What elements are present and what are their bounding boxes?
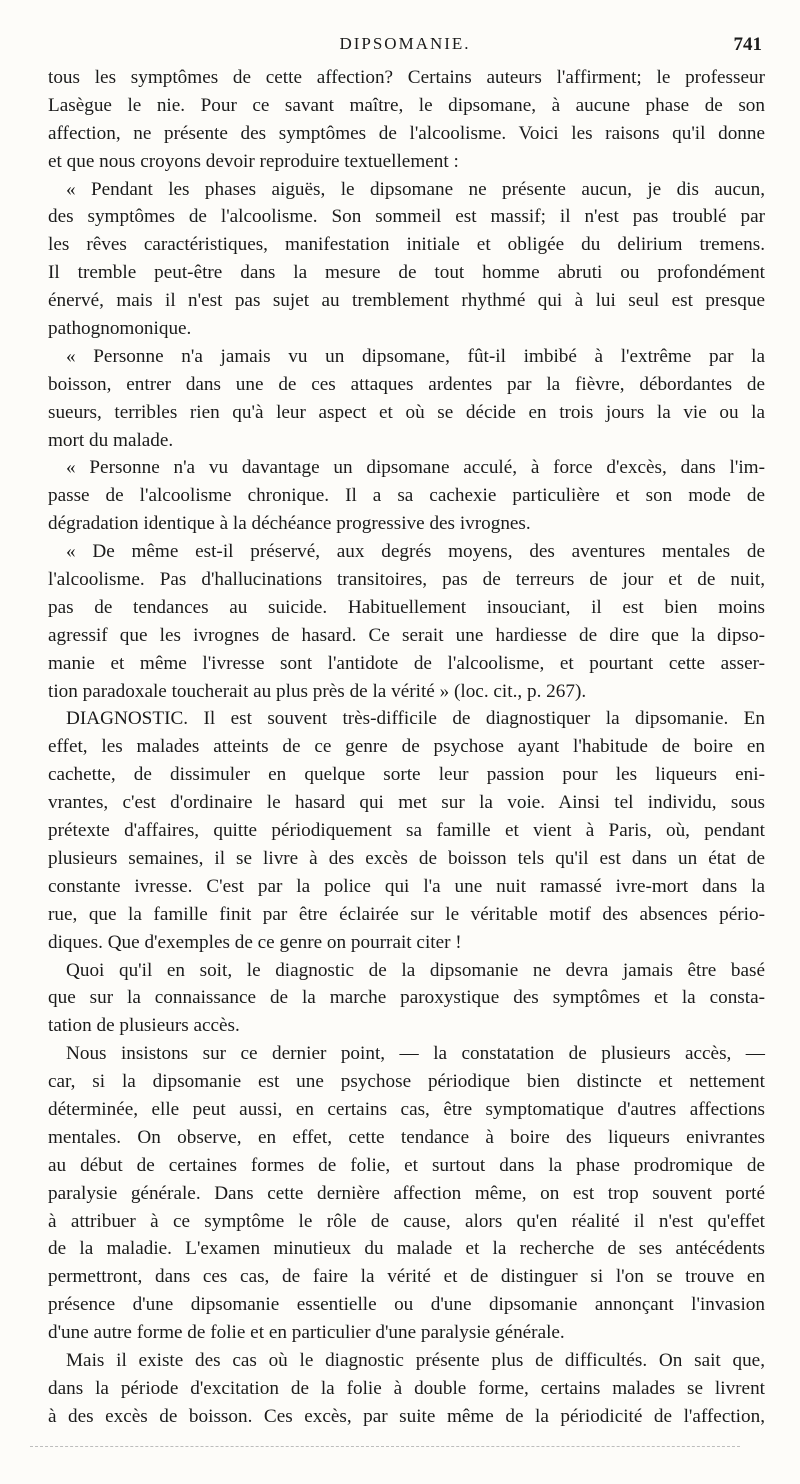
text-line: effet, les malades atteints de ce genre de psychose ayant l'habitude de boire en — [48, 736, 765, 758]
text-line: l'alcoolisme. Pas d'hallucinations transitoires, pas de terreurs de jour et de nuit, — [48, 569, 765, 591]
text-line: pathognomonique. — [48, 318, 192, 340]
text-line: Nous insistons sur ce dernier point, — la constatation de plusieurs accès, — — [66, 1043, 765, 1065]
text-line: manie et même l'ivresse sont l'antidote de l'alcoolisme, et pourtant cette asser- — [48, 652, 765, 674]
running-title: DIPSOMANIE. — [339, 34, 471, 53]
text-line: d'une autre forme de folie et en particulier d'une paralysie générale. — [48, 1322, 565, 1344]
text-line: dans la période d'excitation de la folie à double forme, certains malades se livrent — [48, 1377, 765, 1399]
text-line: diques. Que d'exemples de ce genre on pourrait citer ! — [48, 931, 462, 953]
text-line: que sur la connaissance de la marche paroxystique des symptômes et la consta- — [48, 987, 765, 1009]
text-line: prétexte d'affaires, quitte périodiquement sa famille et vient à Paris, où, pendant — [48, 820, 765, 842]
page-number: 741 — [733, 34, 762, 55]
text-line: DIAGNOSTIC. Il est souvent très-difficile de diagnostiquer la dipsomanie. En — [66, 708, 765, 730]
text-line: Quoi qu'il en soit, le diagnostic de la dipsomanie ne devra jamais être basé — [66, 959, 765, 981]
text-line: tion paradoxale toucherait au plus près de la vérité » (loc. cit., p. 267). — [48, 680, 587, 702]
body-text — [48, 64, 765, 1431]
text-line: constante ivresse. C'est par la police qui l'a une nuit ramassé ivre-mort dans la — [48, 875, 765, 897]
text-line: présence d'une dipsomanie essentielle ou d'une dipsomanie annonçant l'invasion — [48, 1294, 765, 1316]
text-line: pas de tendances au suicide. Habituellement insouciant, il est bien moins — [48, 596, 765, 618]
text-line: affection, ne présente des symptômes de l'alcoolisme. Voici les raisons qu'il donne — [48, 122, 765, 144]
text-line: énervé, mais il n'est pas sujet au tremblement rhythmé qui à lui seul est presque — [48, 290, 765, 312]
text-line: Lasègue le nie. Pour ce savant maître, le dipsomane, à aucune phase de son — [48, 94, 765, 116]
text-line: et que nous croyons devoir reproduire textuellement : — [48, 150, 459, 172]
text-line: des symptômes de l'alcoolisme. Son sommeil est massif; il n'est pas troublé par — [48, 206, 765, 228]
text-line: plusieurs semaines, il se livre à des excès de boisson tels qu'il est dans un état de — [48, 847, 765, 869]
text-line: sueurs, terribles rien qu'à leur aspect et où se décide en trois jours la vie ou la — [48, 401, 765, 423]
text-line: mort du malade. — [48, 429, 174, 451]
text-line: à attribuer à ce symptôme le rôle de cause, alors qu'en réalité il n'est qu'effet — [48, 1210, 765, 1232]
page-header — [48, 34, 762, 62]
text-line: « Personne n'a jamais vu un dipsomane, fût-il imbibé à l'extrême par la — [66, 345, 765, 367]
text-line: boisson, entrer dans une de ces attaques ardentes par la fièvre, débordantes de — [48, 373, 765, 395]
text-line: Il tremble peut-être dans la mesure de tout homme abruti ou profondément — [48, 262, 765, 284]
text-line: Mais il existe des cas où le diagnostic présente plus de difficultés. On sait que, — [66, 1349, 765, 1371]
text-line: passe de l'alcoolisme chronique. Il a sa cachexie particulière et son mode de — [48, 485, 765, 507]
text-line: rue, que la famille finit par être éclairée sur le véritable motif des absences pério- — [48, 903, 765, 925]
text-line: au début de certaines formes de folie, et surtout dans la phase prodromique de — [48, 1154, 765, 1176]
text-line: « Personne n'a vu davantage un dipsomane acculé, à force d'excès, dans l'im- — [66, 457, 765, 479]
text-line: tous les symptômes de cette affection? Certains auteurs l'affirment; le professeur — [48, 67, 765, 88]
text-line: les rêves caractéristiques, manifestation initiale et obligée du delirium tremens. — [48, 234, 765, 256]
footer-rule — [30, 1446, 740, 1447]
text-line: déterminée, elle peut aussi, en certains cas, être symptomatique d'autres affections — [48, 1098, 765, 1120]
text-line: vrantes, c'est d'ordinaire le hasard qui met sur la voie. Ainsi tel individu, sous — [48, 792, 765, 814]
text-line: à des excès de boisson. Ces excès, par suite même de la périodicité de l'affection, — [48, 1405, 765, 1427]
text-line: de la maladie. L'examen minutieux du malade et la recherche de ses antécédents — [48, 1238, 765, 1260]
text-line: dégradation identique à la déchéance progressive des ivrognes. — [48, 513, 531, 535]
text-line: mentales. On observe, en effet, cette tendance à boire des liqueurs enivrantes — [48, 1126, 765, 1148]
text-line: car, si la dipsomanie est une psychose périodique bien distincte et nettement — [48, 1071, 765, 1093]
text-line: « De même est-il préservé, aux degrés moyens, des aventures mentales de — [66, 541, 765, 563]
text-line: paralysie générale. Dans cette dernière affection même, on est trop souvent porté — [48, 1182, 765, 1204]
text-line: tation de plusieurs accès. — [48, 1015, 240, 1037]
text-line: « Pendant les phases aiguës, le dipsomane ne présente aucun, je dis aucun, — [66, 178, 765, 200]
text-line: cachette, de dissimuler en quelque sorte leur passion pour les liqueurs eni- — [48, 764, 765, 786]
text-line: permettront, dans ces cas, de faire la vérité et de distinguer si l'on se trouve en — [48, 1266, 765, 1288]
text-line: agressif que les ivrognes de hasard. Ce serait une hardiesse de dire que la dipso- — [48, 624, 765, 646]
